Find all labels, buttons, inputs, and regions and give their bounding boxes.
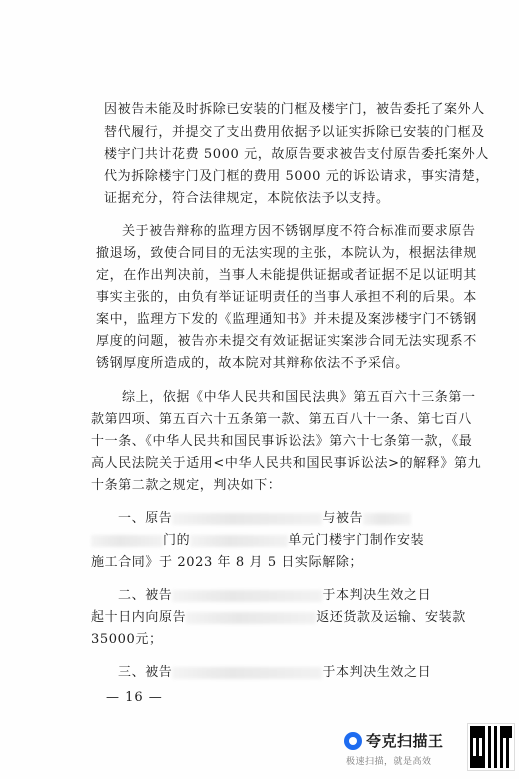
- scanner-watermark: [340, 722, 515, 772]
- redaction: [172, 667, 322, 679]
- judgement-item-2: [118, 588, 431, 604]
- judgement-item-1-cont: [91, 533, 424, 549]
- redaction: [363, 513, 411, 525]
- text-line: 定，在作出判决前，当事人未能提供证据或者证据不足以证明其: [96, 268, 477, 283]
- text-line: 替代履行，并提交了支出费用依据予以证实拆除已安装的门框及: [104, 125, 485, 140]
- text-line: 十一条、《中华人民共和国民事诉讼法》第六十七条第一款，《最: [91, 434, 473, 449]
- text-line: 楼宇门共计花费 5000 元，故原告要求被告支付原告委托案外人: [104, 147, 489, 162]
- scanner-brand: 夸克扫描王: [366, 732, 444, 750]
- judgement-item-1: [118, 511, 411, 527]
- text-line: 十条第二款之规定，判决如下：: [91, 478, 282, 493]
- text-fragment: 与被告: [322, 511, 364, 526]
- scanner-logo-icon: [344, 732, 362, 750]
- text-line: 厚度的问题，被告亦未提交有效证据证实案涉合同无法实现系不: [96, 334, 477, 349]
- text-line: 高人民法院关于适用<中华人民共和国民事诉讼法>的解释》第九: [91, 456, 482, 471]
- text-line: 35000元；: [91, 632, 163, 647]
- text-fragment: 二、被告: [118, 588, 173, 603]
- text-fragment: 门的: [163, 533, 191, 548]
- judgement-item-2-cont: [91, 610, 466, 626]
- text-line: 事实主张的，由负有举证证明责任的当事人承担不利的后果。本: [96, 290, 477, 305]
- redaction: [172, 513, 322, 525]
- redaction: [186, 612, 316, 624]
- scanner-slogan: 极速扫描，就是高效: [346, 757, 432, 767]
- text-line: 款第四项、第五百六十五条第一款、第五百八十一条、第七百八: [91, 412, 472, 427]
- text-line: 施工合同》于 2023 年 8 月 5 日实际解除；: [91, 555, 364, 570]
- text-fragment: 三、被告: [118, 665, 173, 680]
- text-line: 综上，依据《中华人民共和国民法典》第五百六十三条第一: [122, 390, 476, 405]
- text-fragment: 起十日内向原告: [91, 610, 187, 625]
- redaction: [91, 535, 163, 547]
- text-fragment: 返还货款及运输、安装款: [316, 610, 466, 625]
- text-fragment: 单元门楼宇门制作安装: [288, 533, 425, 548]
- page-number: — 16 —: [106, 690, 163, 705]
- redaction: [172, 590, 322, 602]
- text-line: 撤退场，致使合同目的无法实现的主张，本院认为，根据法律规: [96, 246, 477, 261]
- text-line: 关于被告辩称的监理方因不锈钢厚度不符合标准而要求原告: [122, 224, 476, 239]
- qr-code-icon: [468, 724, 514, 770]
- text-line: 代为拆除楼宇门及门框的费用 5000 元的诉讼请求，事实清楚，: [104, 169, 489, 184]
- text-fragment: 一、原告: [118, 511, 173, 526]
- redaction: [190, 535, 288, 547]
- text-line: 证据充分，符合法律规定，本院依法予以支持。: [104, 191, 390, 206]
- text-line: 案中，监理方下发的《监理通知书》并未提及案涉楼宇门不锈钢: [96, 312, 477, 327]
- judgement-item-3: [118, 665, 431, 681]
- text-line: 因被告未能及时拆除已安装的门框及楼宇门，被告委托了案外人: [104, 102, 485, 117]
- text-fragment: 于本判决生效之日: [322, 588, 432, 603]
- text-line: 锈钢厚度所造成的，故本院对其辩称依法不予采信。: [96, 356, 409, 371]
- text-fragment: 于本判决生效之日: [322, 665, 432, 680]
